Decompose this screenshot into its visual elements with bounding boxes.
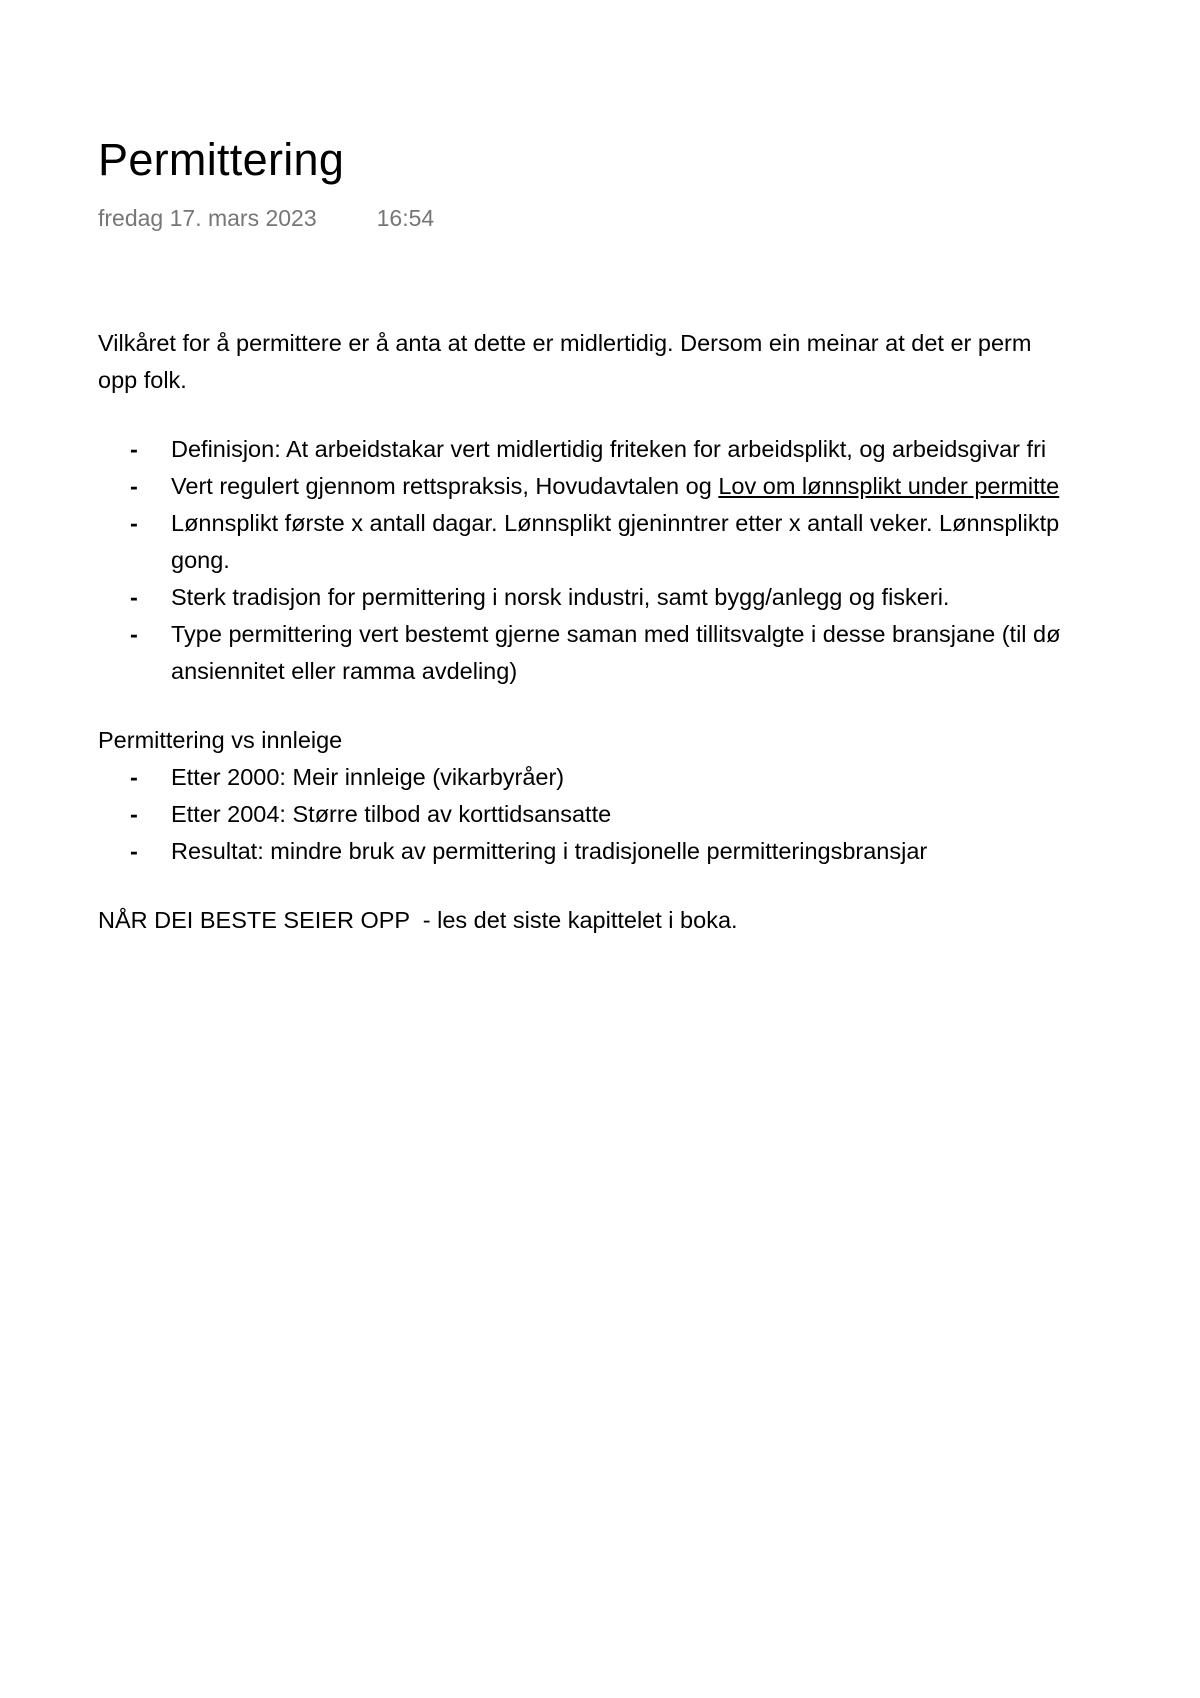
bullet-marker: - (130, 764, 138, 790)
bullet-marker: - (130, 801, 138, 827)
intro-line-2: opp folk. (98, 367, 187, 393)
spacer (98, 399, 1200, 431)
comparison-list (98, 759, 1200, 870)
list-item-continuation: ansiennitet eller ramma avdeling) (171, 658, 518, 684)
intro-line-1: Vilkåret for å permittere er å anta at dette er midlertidig. Dersom ein meinar at det er perm (98, 330, 1032, 356)
list-item (98, 505, 1200, 579)
list-item (98, 468, 1200, 505)
bullet-marker: - (130, 510, 138, 536)
spacer (98, 870, 1200, 902)
law-link[interactable]: Lov om lønnsplikt under permitte (718, 473, 1060, 499)
list-item (98, 579, 1200, 616)
bullet-marker: - (130, 621, 138, 647)
note-meta (98, 205, 434, 232)
bullet-marker: - (130, 584, 138, 610)
note-date: fredag 17. mars 2023 (98, 205, 317, 231)
list-item-text: Etter 2000: Meir innleige (vikarbyråer) (171, 764, 565, 790)
closing-paragraph: NÅR DEI BESTE SEIER OPP - les det siste kapittelet i boka. (98, 907, 738, 933)
spacer (98, 690, 1200, 722)
list-item (98, 616, 1200, 690)
list-item-text: Etter 2004: Større tilbod av korttidsansatte (171, 801, 612, 827)
list-item-continuation: gong. (171, 547, 230, 573)
bullet-marker: - (130, 473, 138, 499)
section-heading: Permittering vs innleige (98, 727, 343, 753)
list-item (98, 796, 1200, 833)
note-time: 16:54 (376, 205, 435, 231)
list-item (98, 431, 1200, 468)
list-item (98, 759, 1200, 796)
bullet-marker: - (130, 436, 138, 462)
page-title: Permittering (98, 134, 345, 185)
intro-paragraph (98, 325, 1200, 399)
note-body (98, 325, 1200, 939)
definition-list (98, 431, 1200, 690)
bullet-marker: - (130, 838, 138, 864)
list-item-text: Resultat: mindre bruk av permittering i tradisjonelle permitteringsbransjar (171, 838, 928, 864)
list-item (98, 833, 1200, 870)
list-item-text: Type permittering vert bestemt gjerne saman med tillitsvalgte i desse bransjane (til dø (171, 621, 1061, 647)
list-item-text: Sterk tradisjon for permittering i norsk industri, samt bygg/anlegg og fiskeri. (171, 584, 950, 610)
list-item-text: Vert regulert gjennom rettspraksis, Hovudavtalen og (171, 473, 719, 499)
list-item-text: Definisjon: At arbeidstakar vert midlertidig friteken for arbeidsplikt, og arbeidsgivar fri (171, 436, 1047, 462)
list-item-text: Lønnsplikt første x antall dagar. Lønnsplikt gjeninntrer etter x antall veker. Lønnspliktp (171, 510, 1060, 536)
